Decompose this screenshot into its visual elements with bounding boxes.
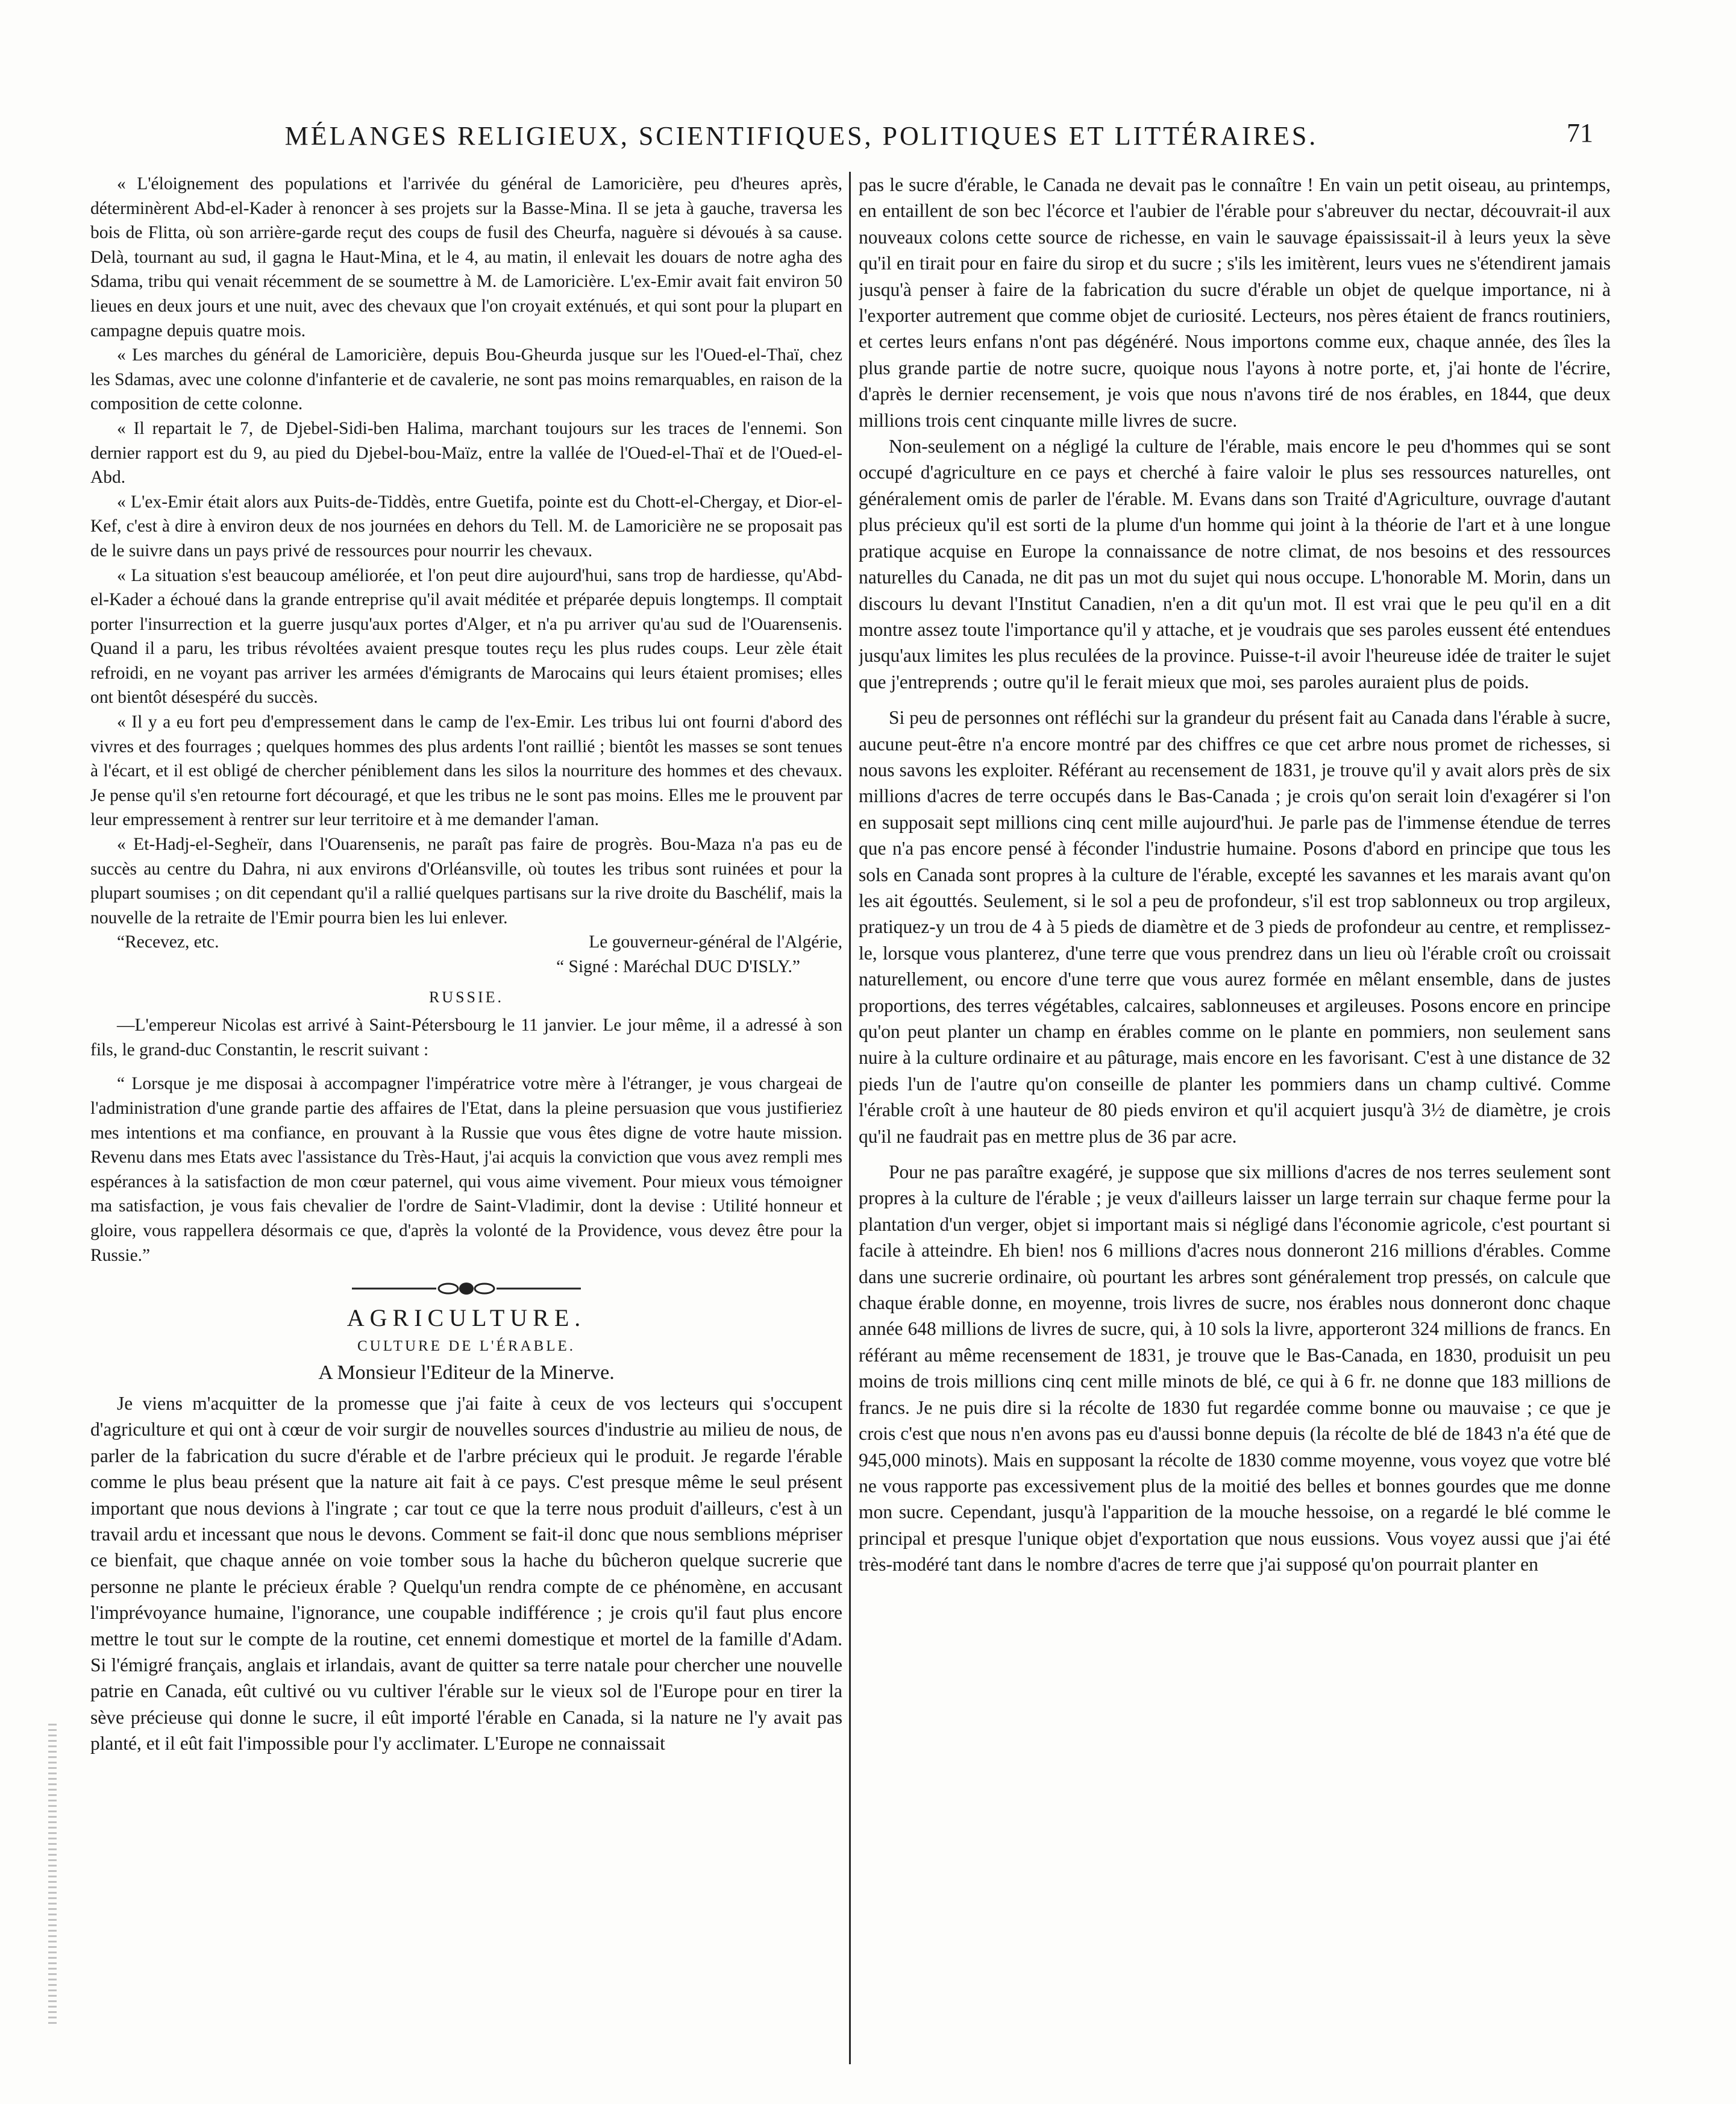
right-column [859, 172, 1611, 2064]
agriculture-heading: AGRICULTURE. [346, 1304, 586, 1332]
sign-greeting: “Recevez, etc. [117, 932, 219, 952]
algerie-paragraph: « Les marches du général de Lamoricière, depuis Bou-Gheurda jusque sur les l'Oued-el-Thaï, chez les Sdamas, avec une colonne d'infanterie et de cavalerie, ne sont pas moins remarquables, en raison de la composition de cette colonne. [90, 345, 842, 414]
address-line: A Monsieur l'Editeur de la Minerve. [318, 1361, 615, 1384]
algerie-paragraph: « La situation s'est beaucoup améliorée, et l'on peut dire aujourd'hui, sans trop de hardiesse, qu'Abd-el-Kader a échoué dans la grande entreprise qu'il avait méditée et préparée depuis longtemps. Il comptait porter l'insurrection et la guerre jusqu'aux portes d'Alger, et n'a pu arriver qu'au sud de l'Ouarensenis. Quand il a paru, les tribus révoltées avaient presque toutes reçu les plus rudes coups. Leur zèle était refroidi, en ne voyant pas arriver les armées d'émigrants de Marocains qui leurs étaient promises; elles ont bientôt désespéré du succès. [90, 565, 842, 708]
russie-paragraph: —L'empereur Nicolas est arrivé à Saint-Pétersbourg le 11 janvier. Le jour même, il a adressé à son fils, le grand-duc Constantin, le rescrit suivant : [90, 1016, 842, 1060]
algerie-paragraph: « Il y a eu fort peu d'empressement dans le camp de l'ex-Emir. Les tribus lui ont fourni d'abord des vivres et des fourrages ; quelques hommes des plus ardents l'ont raillié ; bientôt les masses se sont tenues à l'écart, et il est obligé de chercher péniblement dans les silos la nourriture des hommes et des chevaux. Je pense qu'il s'en retourne fort découragé, et que les tribus ne le sont pas moins. Elles me le prouvent par leur empressement à rentrer sur leur territoire et à me demander l'aman. [90, 712, 842, 830]
algerie-paragraph: « Et-Hadj-el-Segheïr, dans l'Ouarensenis, ne paraît pas faire de progrès. Bou-Maza n'a pas eu de succès au centre du Dahra, ni aux environs d'Orléansville, où toutes les tribus sont ruinées et pour la plupart soumises ; on dit cependant qu'il a rallié quelques partisans sur la rive droite du Baschélif, mais la nouvelle de la retraite de l'Emir pourra bien les lui enlever. [90, 835, 842, 928]
culture-heading: CULTURE DE L'ÉRABLE. [357, 1337, 576, 1354]
article-paragraph: Si peu de personnes ont réfléchi sur la grandeur du présent fait au Canada dans l'érable à sucre, aucune peut-être n'a encore montré par des chiffres ce que cet arbre nous promet de richesses, si nous savons les exploiter. Référant au recensement de 1831, je trouve qu'il y avait alors près de six millions d'acres de terre occupés dans le Bas-Canada ; je crois qu'on serait loin d'exagérer si l'on en supposait sept millions cinq cent mille aujourd'hui. Je parle pas de l'immense étendue de terres que n'a pas encore pensé à féconder l'industrie humaine. Posons d'abord en principe que tous les sols en Canada sont propres à la culture de l'érable, excepté les savannes et les marais avant qu'on les ait égouttés. Seulement, si le sol a peu de profondeur, s'il est trop sablonneux ou trop argileux, pratiquez-y un trou de 4 à 5 pieds de diamètre et de 3 pieds de profondeur au centre, et remplissez-le, lorsque vous planterez, d'une terre que vous prendrez dans un lieu où l'érable croît ou croissait naturellement, ou encore d'une terre que vous aurez formée en mêlant ensemble, dans de justes proportions, des terres végétables, calcaires, sablonneuses et argileuses. Posons encore en principe qu'on peut planter un champ en érables comme on le plante en pommiers, non seulement sans nuire à la culture ordinaire et au pâturage, mais encore en les favorisant. C'est à une distance de 32 pieds l'un de l'autre qu'on conseille de planter les pommiers dans un champ cultivé. Comme l'érable croît à une hauteur de 80 pieds environ et qu'il acquiert jusqu'à 3½ de diamètre, je crois qu'il ne faudrait pas en mettre plus de 36 par acre. [859, 707, 1611, 1147]
section-ornament [90, 1280, 842, 1298]
algerie-paragraph: « L'ex-Emir était alors aux Puits-de-Tiddès, entre Guetifa, pointe est du Chott-el-Chergay, et Dior-el-Kef, c'est à dire à environ deux de nos journées en dehors du Tell. M. de Lamoricière ne se proposait pas de le suivre dans un pays privé de ressources pour nourrir les chevaux. [90, 492, 842, 561]
column-divider [849, 172, 851, 2064]
sign-name: “ Signé : Maréchal DUC D'ISLY.” [556, 957, 800, 976]
russie-heading: RUSSIE. [428, 988, 504, 1006]
ornament-rule-icon [352, 1280, 581, 1298]
left-column [90, 172, 842, 2064]
scan-edge-artifact [48, 1724, 57, 2025]
russie-paragraph: “ Lorsque je me disposai à accompagner l'impératrice votre mère à l'étranger, je vous chargeai de l'administration d'une grande partie des affaires de l'Etat, dans la pleine persuasion que vous justifieriez mes intentions et ma confiance, en prouvant à la Russie que vous êtes digne de votre haute mission. Revenu dans mes Etats avec l'assistance du Très-Haut, j'ai acquis la conviction que vous avez rempli mes espérances à la satisfaction de mon cœur paternel, qui vous aime vivement. Pour mieux vous témoigner ma satisfaction, je vous fais chevalier de l'ordre de Saint-Vladimir, dont la devise : Utilité honneur et gloire, vous rappellera désormais ce que, d'après la volonté de la Providence, vous devez être pour la Russie.” [90, 1074, 842, 1265]
signature-row [90, 930, 842, 955]
page-number: 71 [1567, 118, 1593, 148]
article-paragraph: Pour ne pas paraître exagéré, je suppose que six millions d'acres de nos terres seulement sont propres à la culture de l'érable ; je veux d'ailleurs laisser un large terrain sur chaque ferme pour la plantation d'un verger, objet si important mais si négligé dans l'économie agricole, c'est pourtant si facile à atteindre. Eh bien! nos 6 millions d'acres nous donneront 216 millions d'érables. Comme dans une sucrerie ordinaire, où pourtant les arbres sont généralement trop pressés, on calcule que chaque érable donne, en moyenne, trois livres de sucre, nos érables nous donneront donc chaque année 648 millions de livres de sucre, qui, à 10 sols la livre, apporteront 324 millions de francs. En référant au même recensement de 1831, je trouve que le Bas-Canada, en 1830, produisit un peu moins de trois millions cinq cent mille minots de blé, ce qui à 6 fr. ne donne que 183 millions de francs. Je ne puis dire si la récolte de 1830 fut regardée comme bonne ou mauvaise ; ce que je crois c'est que nous n'en avons pas eu d'aussi bonne depuis (la récolte de blé de 1843 n'a été que de 945,000 minots). Mais en supposant la récolte de 1830 comme moyenne, vous voyez que votre blé ne vous rapporte pas excessivement plus de la moitié des belles et bonnes gourdes que me donne mon sucre. Cependant, jusqu'à l'apparition de la mouche hessoise, on a regardé le blé comme le principal et presque l'unique objet d'exportation que nous eussions. Vous voyez aussi que j'ai été très-modéré tant dans le nombre d'acres de terre que j'ai supposé qu'on pourrait planter en [859, 1161, 1611, 1575]
sign-title: Le gouverneur-général de l'Algérie, [589, 932, 842, 952]
running-title: MÉLANGES RELIGIEUX, SCIENTIFIQUES, POLITIQUES ET LITTÉRAIRES. [284, 121, 1318, 151]
article-paragraph: Non-seulement on a négligé la culture de l'érable, mais encore le peu d'hommes qui se sont occupé d'agriculture en ce pays et cherché à faire valoir le plus ses ressources naturelles, ont généralement omis de parler de l'érable. M. Evans dans son Traité d'Agriculture, ouvrage d'autant plus précieux qu'il est sorti de la plume d'un homme qui joint à la théorie de l'art et à une longue pratique acquise en Europe la connaissance de notre climat, de nos besoins et des ressources naturelles du Canada, ne dit pas un mot du sujet qui nous occupe. L'honorable M. Morin, dans un discours lu devant l'Institut Canadien, n'en a dit qu'un mot. Il est vrai que le peu qu'il en a dit montre assez toute l'importance qu'il y attache, et je voudrais que ses paroles eussent été entendues jusqu'aux limites les plus reculées de la province. Puisse-t-il avoir l'heureuse idée de traiter le sujet que j'entreprends ; outre qu'il le ferait mieux que moi, ses paroles auraient plus de poids. [859, 436, 1611, 692]
algerie-paragraph: « L'éloignement des populations et l'arrivée du général de Lamoricière, peu d'heures après, déterminèrent Abd-el-Kader à renoncer à ses projets sur la Basse-Mina. Il se jeta à gauche, traversa les bois de Flitta, où son arrière-garde reçut des coups de fusil des Cheurfa, naguère si dévoués à sa cause. Delà, tournant au sud, il gagna le Haut-Mina, et le 4, au matin, il enlevait les douars de notre agha des Sdama, tribu qui venait récemment de se soumettre à M. de Lamoricière. L'ex-Emir avait fait environ 50 lieues en deux jours et une nuit, avec des chevaux que l'on croyait exténués, et qui sont pour la plupart en campagne depuis quatre mois. [90, 174, 842, 341]
algerie-paragraph: « Il repartait le 7, de Djebel-Sidi-ben Halima, marchant toujours sur les traces de l'ennemi. Son dernier rapport est du 9, au pied du Djebel-bou-Maïz, entre la vallée de l'Oued-el-Thaï et de l'Oued-el-Abd. [90, 418, 842, 488]
article-continuation: pas le sucre d'érable, le Canada ne devait pas le connaître ! En vain un petit oiseau, au printemps, en entaillent de son bec l'écorce et l'aubier de l'érable pour s'abreuver du nectar, découvrait-il aux nouveaux colons cette source de richesse, en vain le sauvage épaississait-il à leurs yeux la sève qu'il en tirait pour en faire du sirop et du sucre ; s'ils les imitèrent, leurs vues ne s'étendirent jamais jusqu'à penser à faire de la fabrication du sucre d'érable un objet de quelque importance, ni à l'exporter autrement que comme objet de curiosité. Lecteurs, nos pères étaient de francs routiniers, et certes leurs enfans n'ont pas dégénéré. Nous importons comme eux, chaque année, des îles la plus grande partie de notre sucre, quoique nous l'ayons à notre porte, et, j'ai honte de l'écrire, d'après le dernier recensement, je vois que nous n'avons tiré de nos érables, en 1844, que deux millions trois cent cinquante mille livres de sucre. [859, 174, 1611, 431]
article-paragraph: Je viens m'acquitter de la promesse que j'ai faite à ceux de vos lecteurs qui s'occupent d'agriculture et qui ont à cœur de voir surgir de nouvelles sources d'industrie au milieu de nous, de parler de la fabrication du sucre d'érable et de l'arbre précieux qui le produit. Je regarde l'érable comme le plus beau présent que la nature ait fait à ce pays. C'est presque même le seul présent important que nous devions à l'ingrate ; car tout ce que la terre nous produit d'ailleurs, c'est à un travail ardu et incessant que nous le devons. Comment se fait-il donc que nous semblions mépriser ce bienfait, que chaque année on voie tomber sous la hache du bûcheron quelque sucrerie que personne ne plante le précieux érable ? Quelqu'un rendra compte de ce phénomène, en accusant l'imprévoyance humaine, l'ignorance, une coupable indifférence ; je crois qu'il faut plus encore mettre le tout sur le compte de la routine, cet ennemi domestique et mortel de la famille d'Adam. Si l'émigré français, anglais et irlandais, avant de quitter sa terre natale pour chercher une nouvelle patrie en Canada, eût cultivé ou vu cultiver l'érable sur le vieux sol de l'Europe pour en tirer la sève précieuse qui donne le sucre, il eût importé l'érable en Canada, si la nature ne l'y avait pas planté, et il eût fait l'impossible pour l'y acclimater. L'Europe ne connaissait [90, 1392, 842, 1754]
